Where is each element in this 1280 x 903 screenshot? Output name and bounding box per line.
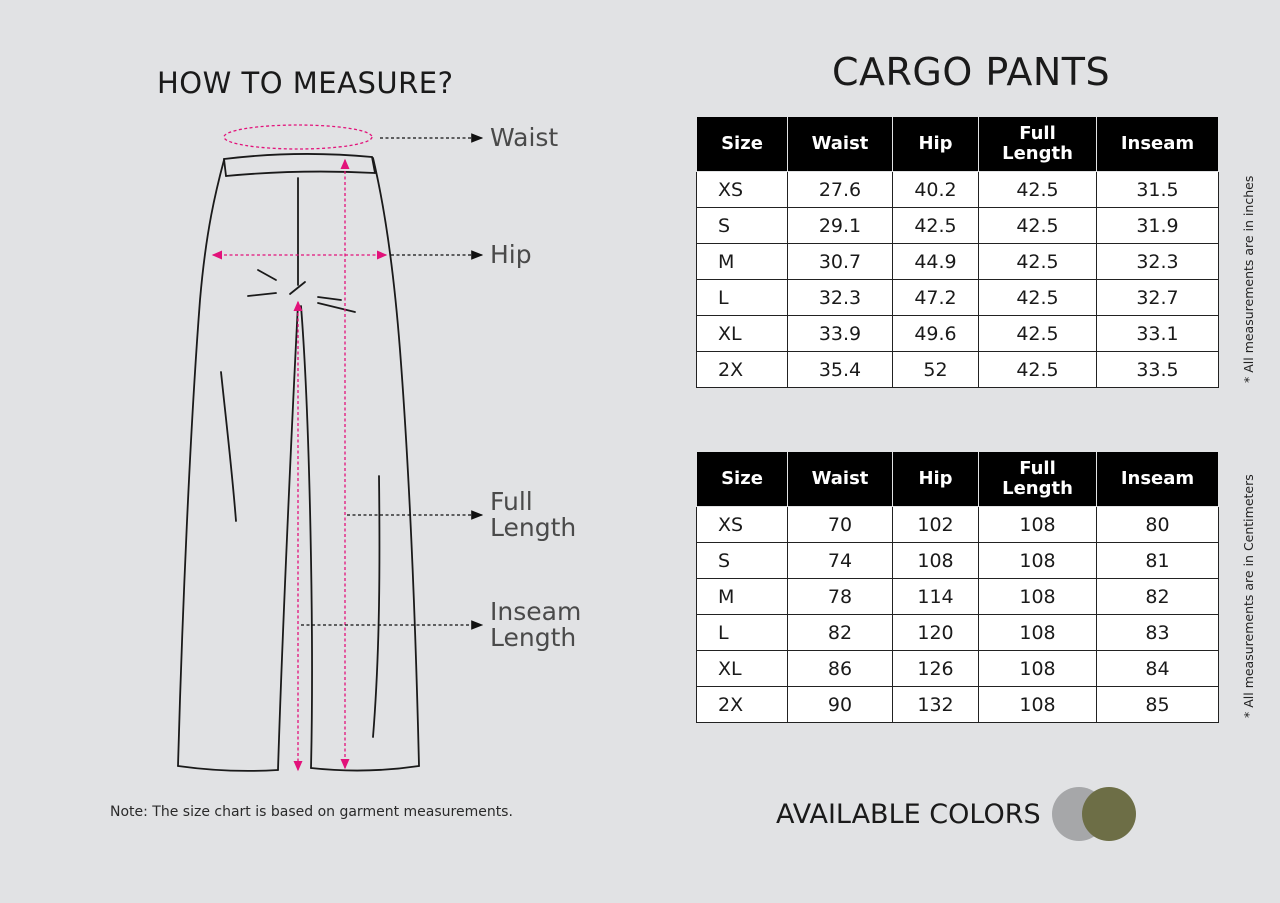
size-table-inches: [696, 116, 1219, 388]
inseam-cell: 80: [1097, 507, 1219, 543]
table-row: [697, 208, 1219, 244]
waist-cell: 33.9: [788, 316, 893, 352]
size-cell: S: [697, 543, 788, 579]
size-cell: XL: [697, 651, 788, 687]
hip-cell: 108: [893, 543, 979, 579]
hip-cell: 44.9: [893, 244, 979, 280]
hip-cell: 114: [893, 579, 979, 615]
waist-cell: 78: [788, 579, 893, 615]
size-cell: L: [697, 615, 788, 651]
full-length-cell: 42.5: [979, 352, 1097, 388]
inseam-cell: 31.5: [1097, 172, 1219, 208]
full-length-label-line2: Length: [490, 513, 577, 542]
waist-cell: 30.7: [788, 244, 893, 280]
hip-cell: 40.2: [893, 172, 979, 208]
full-length-label: [490, 489, 576, 541]
header-waist: Waist: [788, 117, 893, 172]
waist-cell: 74: [788, 543, 893, 579]
full-length-cell: 42.5: [979, 172, 1097, 208]
header-size: Size: [697, 452, 788, 507]
inseam-cell: 85: [1097, 687, 1219, 723]
hip-cell: 102: [893, 507, 979, 543]
garment-note: Note: The size chart is based on garment measurements.: [110, 804, 513, 820]
hip-cell: 42.5: [893, 208, 979, 244]
inseam-cell: 31.9: [1097, 208, 1219, 244]
header-hip: Hip: [893, 452, 979, 507]
waist-cell: 70: [788, 507, 893, 543]
full-length-cell: 108: [979, 543, 1097, 579]
hip-cell: 120: [893, 615, 979, 651]
table-row: [697, 172, 1219, 208]
hip-cell: 47.2: [893, 280, 979, 316]
waist-cell: 90: [788, 687, 893, 723]
waist-label: Waist: [490, 123, 559, 152]
waist-cell: 29.1: [788, 208, 893, 244]
full-length-cell: 42.5: [979, 280, 1097, 316]
size-cell: XS: [697, 507, 788, 543]
table-header-row: [697, 117, 1219, 172]
table-row: [697, 687, 1219, 723]
table-row: [697, 507, 1219, 543]
inseam-cell: 33.1: [1097, 316, 1219, 352]
table-row: [697, 316, 1219, 352]
table-row: [697, 651, 1219, 687]
waist-cell: 35.4: [788, 352, 893, 388]
header-waist: Waist: [788, 452, 893, 507]
full-length-cell: 42.5: [979, 244, 1097, 280]
waist-cell: 32.3: [788, 280, 893, 316]
hip-cell: 126: [893, 651, 979, 687]
size-cell: S: [697, 208, 788, 244]
full-length-cell: 108: [979, 687, 1097, 723]
full-length-cell: 42.5: [979, 208, 1097, 244]
inseam-cell: 32.7: [1097, 280, 1219, 316]
table-row: [697, 543, 1219, 579]
pants-diagram: [0, 0, 690, 800]
hip-cell: 52: [893, 352, 979, 388]
size-cell: M: [697, 579, 788, 615]
table-row: [697, 579, 1219, 615]
hip-label: Hip: [490, 240, 532, 269]
full-length-cell: 42.5: [979, 316, 1097, 352]
size-cell: XL: [697, 316, 788, 352]
inseam-cell: 81: [1097, 543, 1219, 579]
size-cell: M: [697, 244, 788, 280]
size-cell: XS: [697, 172, 788, 208]
full-length-cell: 108: [979, 615, 1097, 651]
header-full-length: Full Length: [979, 117, 1097, 172]
centimeters-note: * All measurements are in Centimeters: [1241, 474, 1256, 718]
size-cell: 2X: [697, 687, 788, 723]
header-size: Size: [697, 117, 788, 172]
header-inseam: Inseam: [1097, 452, 1219, 507]
size-table-centimeters: [696, 451, 1219, 723]
full-length-label-line1: Full: [490, 487, 533, 516]
table-row: [697, 352, 1219, 388]
inseam-cell: 83: [1097, 615, 1219, 651]
waist-cell: 27.6: [788, 172, 893, 208]
olive-color-swatch: [1082, 787, 1136, 841]
inseam-label-line2: Length: [490, 623, 577, 652]
inseam-cell: 84: [1097, 651, 1219, 687]
inseam-cell: 82: [1097, 579, 1219, 615]
header-full-length: Full Length: [979, 452, 1097, 507]
how-to-measure-title: HOW TO MEASURE?: [157, 66, 454, 100]
inseam-length-label: [490, 599, 581, 651]
inseam-label-line1: Inseam: [490, 597, 582, 626]
table-row: [697, 244, 1219, 280]
available-colors-label: AVAILABLE COLORS: [776, 799, 1041, 830]
full-length-cell: 108: [979, 507, 1097, 543]
header-hip: Hip: [893, 117, 979, 172]
hip-cell: 132: [893, 687, 979, 723]
full-length-cell: 108: [979, 579, 1097, 615]
inches-note: * All measurements are in inches: [1241, 175, 1256, 383]
table-row: [697, 280, 1219, 316]
product-title: CARGO PANTS: [832, 50, 1111, 94]
waist-marker: [224, 125, 372, 149]
table-header-row: [697, 452, 1219, 507]
full-length-cell: 108: [979, 651, 1097, 687]
waist-cell: 86: [788, 651, 893, 687]
header-inseam: Inseam: [1097, 117, 1219, 172]
table-row: [697, 615, 1219, 651]
waist-cell: 82: [788, 615, 893, 651]
size-cell: 2X: [697, 352, 788, 388]
size-cell: L: [697, 280, 788, 316]
hip-cell: 49.6: [893, 316, 979, 352]
inseam-cell: 33.5: [1097, 352, 1219, 388]
inseam-cell: 32.3: [1097, 244, 1219, 280]
